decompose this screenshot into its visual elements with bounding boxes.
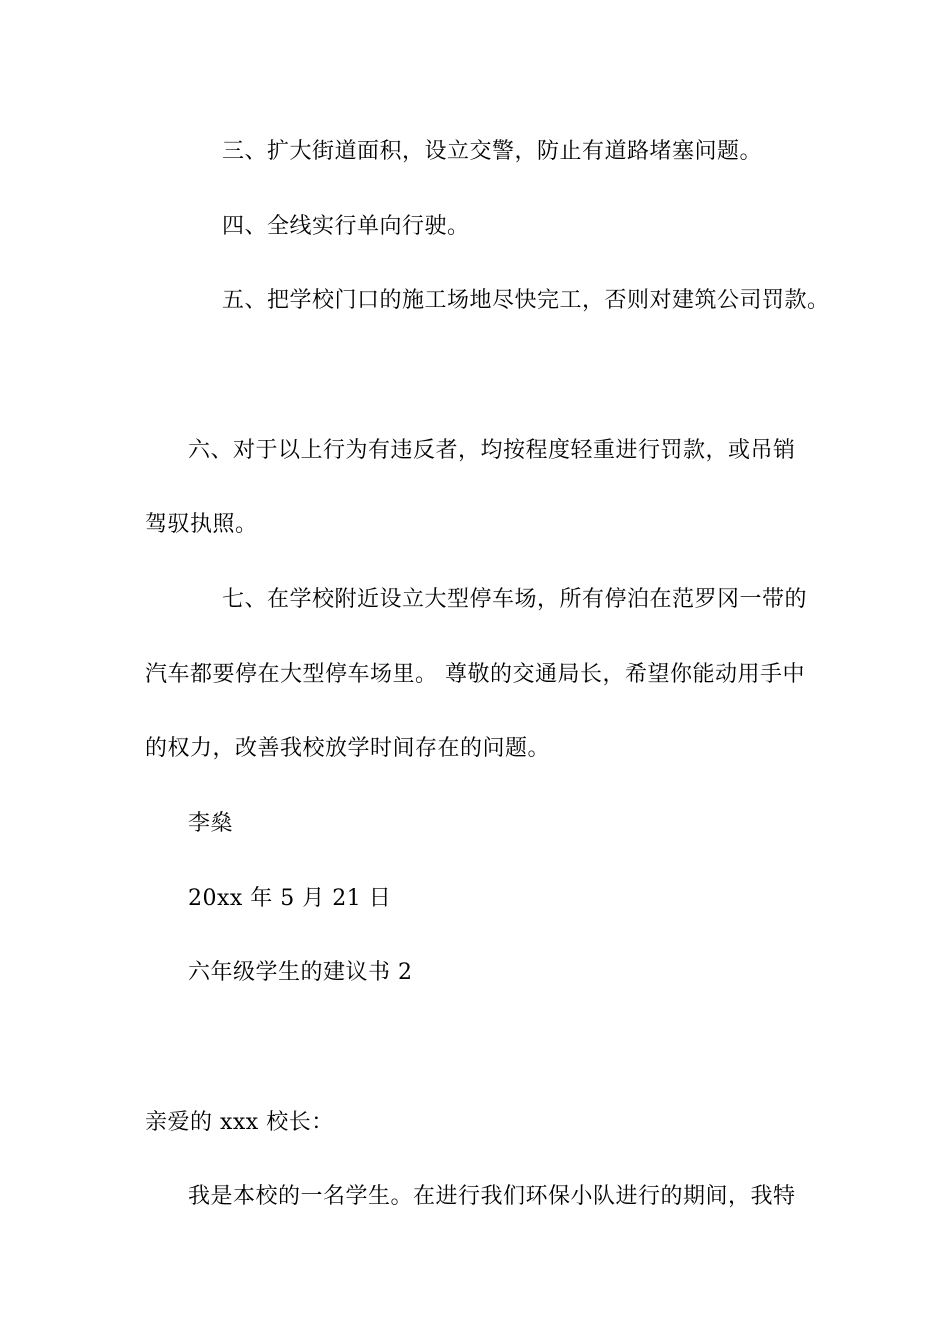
section-title: 六年级学生的建议书 2	[188, 960, 413, 985]
paragraph-item-5: 五、把学校门口的施工场地尽快完工，否则对建筑公司罚款。	[222, 288, 830, 313]
paragraph-item-6: 六、对于以上行为有违反者，均按程度轻重进行罚款，或吊销	[188, 438, 796, 463]
paragraph-item-3: 三、扩大街道面积，设立交警，防止有道路堵塞问题。	[222, 139, 763, 164]
paragraph-item-4: 四、全线实行单向行驶。	[222, 214, 470, 239]
paragraph-item-7-end: 的权力，改善我校放学时间存在的问题。	[145, 736, 551, 761]
paragraph-item-7: 七、在学校附近设立大型停车场，所有停泊在范罗冈一带的	[222, 587, 808, 612]
paragraph-item-6-continued: 驾驭执照。	[145, 512, 258, 537]
signature-date: 20xx 年 5 月 21 日	[188, 886, 392, 911]
letter-salutation: 亲爱的 xxx 校长：	[145, 1110, 334, 1135]
signature-name: 李燊	[188, 811, 234, 836]
paragraph-item-7-continued: 汽车都要停在大型停车场里。 尊敬的交通局长，希望你能动用手中	[145, 662, 805, 687]
letter-body-first-line: 我是本校的一名学生。在进行我们环保小队进行的期间，我特	[188, 1184, 796, 1209]
